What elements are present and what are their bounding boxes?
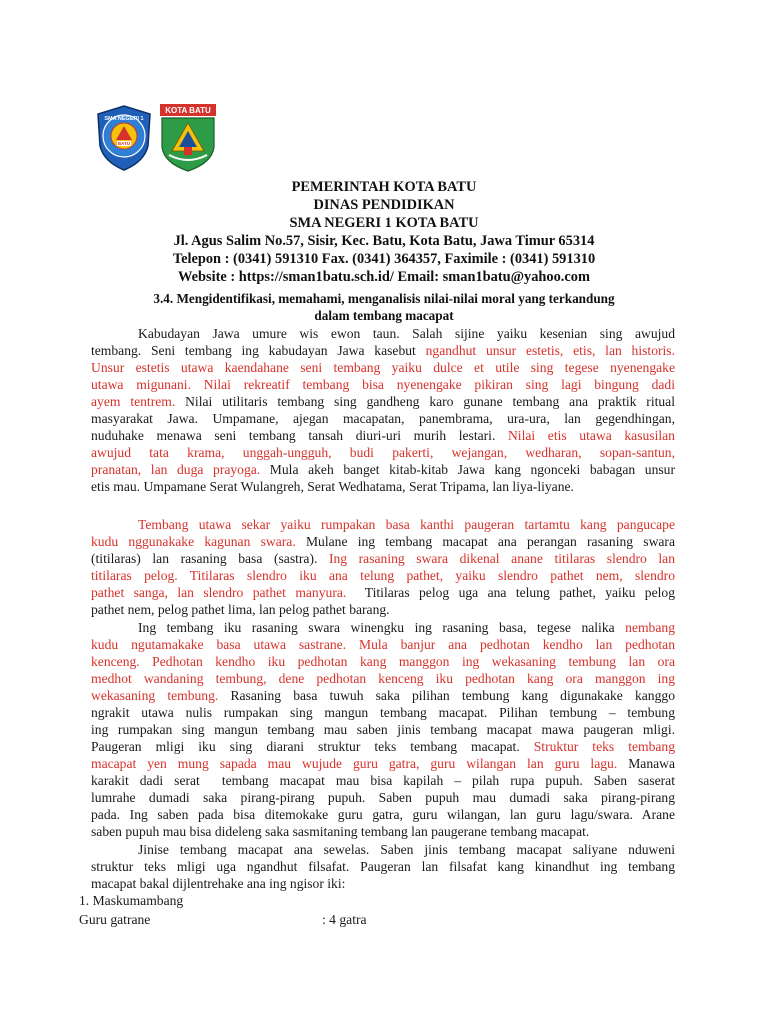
body-text-line bbox=[91, 773, 675, 789]
body-text-line bbox=[91, 585, 675, 601]
body-text: karakit dadi serat tembang macapat mau bisa kapilah – pilah rupa pupuh. Saben saserat bbox=[91, 773, 675, 788]
highlighted-text: pranatan, lan duga prayoga. bbox=[91, 462, 261, 477]
body-text: pada. Ing saben pada bisa ditemokake guru gatra, guru wilangan, lan guru lagu/swara. Arane bbox=[91, 807, 675, 822]
body-text: Nilai utilitaris tembang sing gandheng karo gunane tembang ana praktik ritual bbox=[175, 394, 675, 409]
highlighted-text: medhot wandaning tembung, dene pedhotan kenceng iku pedhotan kang ora manggon ing bbox=[91, 671, 675, 686]
body-text: nuduhake menawa seni tembang tansah diuri-uri murih lestari. bbox=[91, 428, 508, 443]
kota-batu-emblem-label: KOTA BATU bbox=[165, 106, 211, 115]
list-item-maskumambang: 1. Maskumambang bbox=[79, 893, 184, 908]
body-text-line bbox=[91, 411, 675, 427]
body-text-line bbox=[91, 876, 675, 892]
highlighted-text: kudu nggunakake kagunan swara. bbox=[91, 534, 296, 549]
body-text: Rasaning basa tuwuh saka pilihan tembung kang digunakake kanggo bbox=[218, 688, 675, 703]
section-title-line: dalam tembang macapat bbox=[314, 308, 454, 323]
body-text-line bbox=[91, 360, 675, 376]
body-text: tembang. Seni tembang ing kabudayan Jawa kasebut bbox=[91, 343, 426, 358]
body-text: masyarakat Jawa. Umpamane, ajegan macapatan, panembrama, ura-ura, lan gegendhingan, bbox=[91, 411, 675, 426]
body-text: macapat bakal dijlentrehake ana ing ngisor iki: bbox=[91, 876, 346, 891]
body-text-line bbox=[91, 739, 675, 755]
body-text: etis mau. Umpamane Serat Wulangreh, Serat Wedhatama, Serat Tripama, lan liya-liyane. bbox=[91, 479, 574, 494]
body-text: Mula akeh banget kitab-kitab Jawa kang ngonceki babagan unsur bbox=[260, 462, 675, 477]
kota-batu-emblem bbox=[157, 103, 219, 173]
letterhead-line: SMA NEGERI 1 KOTA BATU bbox=[289, 215, 479, 231]
body-text-line bbox=[91, 534, 675, 550]
body-text: Manawa bbox=[617, 756, 676, 771]
body-text: Kabudayan Jawa umure wis ewon taun. Salah sijine yaiku kesenian sing awujud bbox=[138, 326, 675, 341]
body-text-line bbox=[138, 620, 675, 636]
highlighted-text: ngandhut unsur estetis, etis, lan historis. bbox=[425, 343, 675, 358]
highlighted-text: Struktur teks tembang bbox=[533, 739, 675, 754]
body-text-line bbox=[91, 551, 675, 567]
body-text-line bbox=[91, 688, 675, 704]
highlighted-text: kenceng. Pedhotan kendho iku pedhotan kang manggon ing wekasaning tembung lan ora bbox=[91, 654, 675, 669]
body-text: ngrakit utawa nulis rumpakan sing mangun tembang macapat. Pilihan tembung – tembung bbox=[91, 705, 675, 720]
body-text-line bbox=[91, 756, 675, 772]
body-text: (titilaras) lan rasaning basa (sastra). bbox=[91, 551, 329, 566]
body-text-line bbox=[91, 602, 675, 618]
body-text: Mulane ing tembang macapat ana perangan rasaning swara bbox=[295, 534, 675, 549]
highlighted-text: Tembang utawa sekar yaiku rumpakan basa kanthi paugeran tartamtu kang pangucape bbox=[138, 517, 675, 532]
highlighted-text: utawa migunani. Nilai rekreatif tembang bisa nyenengake pikiran sing lagi bingung dadi bbox=[91, 377, 675, 392]
highlighted-text: macapat yen mung sapada mau wujude guru gatra, guru wilangan lan guru lagu. bbox=[91, 756, 618, 771]
highlighted-text: nembang bbox=[625, 620, 675, 635]
body-text: Ing tembang iku rasaning swara winengku ing rasaning basa, tegese nalika bbox=[138, 620, 626, 635]
body-text-line bbox=[91, 377, 675, 393]
body-text-line bbox=[91, 824, 675, 840]
letterhead-line: Jl. Agus Salim No.57, Sisir, Kec. Batu, Kota Batu, Jawa Timur 65314 bbox=[173, 233, 595, 249]
section-title-line: 3.4. Mengidentifikasi, memahami, menganalisis nilai-nilai moral yang terkandung bbox=[153, 291, 615, 306]
highlighted-text: ayem tentrem. bbox=[91, 394, 176, 409]
guru-gatra-label: Guru gatrane bbox=[79, 912, 151, 927]
body-text-line bbox=[91, 462, 675, 478]
body-text-line bbox=[91, 479, 675, 495]
sma-logo-ring-text: SMA NEGERI 1 bbox=[104, 116, 144, 122]
body-text: lumrahe dumadi saka pirang-pirang pupuh. Saben pupuh mau dumadi saka pirang-pirang bbox=[91, 790, 675, 805]
body-text: Jinise tembang macapat ana sewelas. Saben jinis tembang macapat saliyane nduweni bbox=[138, 842, 675, 857]
body-text-line bbox=[91, 445, 675, 461]
body-text-line bbox=[91, 394, 675, 410]
body-text-line bbox=[138, 326, 675, 342]
highlighted-text: Nilai etis utawa kasusilan bbox=[507, 428, 675, 443]
body-text-line bbox=[138, 517, 675, 533]
body-text-line bbox=[91, 807, 675, 823]
body-text-line bbox=[91, 722, 675, 738]
highlighted-text: wekasaning tembung. bbox=[91, 688, 219, 703]
highlighted-text: Unsur estetis utawa kaendahane seni tembang yaiku dulce et utile sing tegese nyenengake bbox=[91, 360, 675, 375]
letterhead-line: DINAS PENDIDIKAN bbox=[313, 197, 455, 213]
body-text-line bbox=[91, 790, 675, 806]
body-text-line bbox=[91, 859, 675, 875]
body-text-line bbox=[138, 842, 675, 858]
sma-negeri-1-batu-logo bbox=[94, 104, 154, 172]
body-text: Paugeran mligi iku sing diarani struktur teks tembang macapat. bbox=[91, 739, 534, 754]
body-text: ing rumpakan sing mangun tembang mau saben jinis tembang macapat mawa paugeran mligi. bbox=[91, 722, 675, 737]
highlighted-text: Ing rasaning swara dikenal anane titilaras slendro lan bbox=[328, 551, 675, 566]
body-text: struktur teks mligi uga ngandhut filsafat. Paugeran lan filsafat kang kinandhut ing tembang bbox=[91, 859, 675, 874]
highlighted-text: awujud tata krama, unggah-ungguh, budi pakerti, wejangan, wedharan, sopan-santun, bbox=[91, 445, 675, 460]
body-text: saben pupuh mau bisa dideleng saka sasmitaning tembang lan paugerane tembang macapat. bbox=[91, 824, 590, 839]
guru-gatra-value: : 4 gatra bbox=[322, 912, 367, 927]
body-text: Titilaras pelog uga ana telung pathet, yaiku pelog bbox=[346, 585, 675, 600]
highlighted-text: kudu ngutamakake basa utawa sastrane. Mula banjur ana pedhotan kendho lan pedhotan bbox=[91, 637, 675, 652]
body-text-line bbox=[91, 428, 675, 444]
body-text-line bbox=[91, 705, 675, 721]
sma-logo-inner-text: BATU bbox=[117, 141, 131, 146]
body-text-line bbox=[91, 343, 675, 359]
body-text: pathet nem, pelog pathet lima, lan pelog pathet barang. bbox=[91, 602, 390, 617]
body-text-line bbox=[91, 568, 675, 584]
letterhead-line: PEMERINTAH KOTA BATU bbox=[291, 179, 477, 195]
letterhead-line: Telepon : (0341) 591310 Fax. (0341) 364357, Faximile : (0341) 591310 bbox=[172, 251, 596, 267]
body-text-line bbox=[91, 637, 675, 653]
letterhead-line: Website : https://sman1batu.sch.id/ Email: sman1batu@yahoo.com bbox=[178, 269, 590, 285]
body-text-line bbox=[91, 654, 675, 670]
highlighted-text: pathet sanga, lan slendro pathet manyura. bbox=[91, 585, 347, 600]
body-text-line bbox=[91, 671, 675, 687]
highlighted-text: titilaras pelog. Titilaras slendro iku ana telung pathet, yaiku slendro pathet nem, slendro bbox=[91, 568, 675, 583]
